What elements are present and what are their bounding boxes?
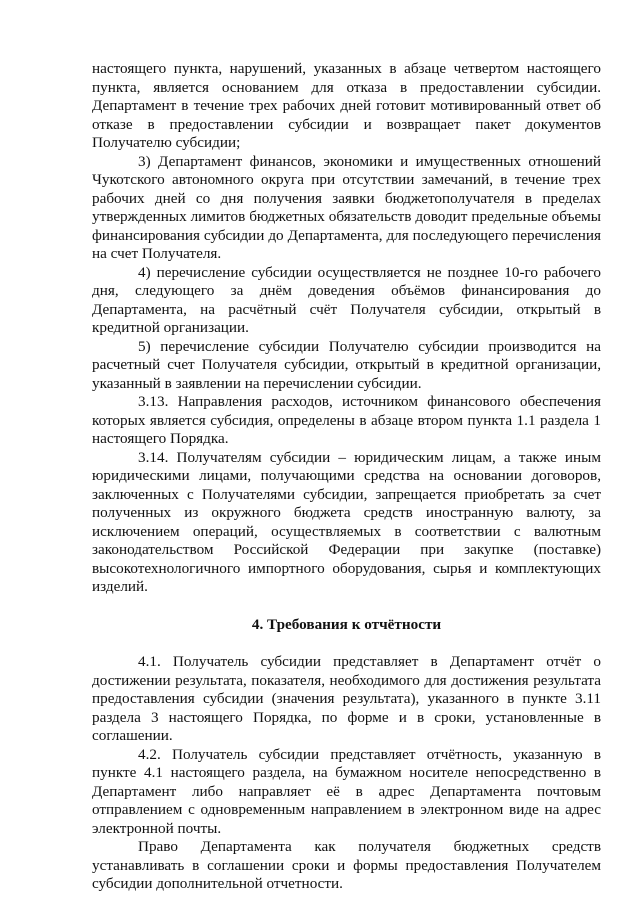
paragraph-6: 3.14. Получателям субсидии – юридическим лицам, а также иным юридическими лицами, получающими средства на основании договоров, заключенных с Получателями субсидии, запрещается приобретать за счет полученных из окружного бюджета средств иностранную валюту, за исключением операций, осуществляемых в соответствии с валютным законодательством Российской Федерации при закупке (поставке) высокотехнологичного импортного оборудования, сырья и комплектующих изделий. [92,448,601,595]
paragraph-9: Право Департамента как получателя бюджетных средств устанавливать в соглашении сроки и формы предоставления Получателем субсидии дополнительной отчетности. [92,838,601,892]
paragraph-7: 4.1. Получатель субсидии представляет в Департамент отчёт о достижении результата, показателя, необходимого для достижения результата предоставления субсидии (значения результата), указанного в пункте 3.11 раздела 3 настоящего Порядка, по форме и в сроки, установленные в соглашении. [92,653,601,744]
spacer [92,634,601,653]
paragraph-2: 3) Департамент финансов, экономики и имущественных отношений Чукотского автономного округа при отсутствии замечаний, в течение трех рабочих дней со дня получения заявки бюджетополучателя в пределах утвержденных лимитов бюджетных обязательств доводит предельные объемы финансирования субсидии до Департамента, для последующего перечисления на счет Получателя. [92,152,601,262]
paragraph-3: 4) перечисление субсидии осуществляется не позднее 10-го рабочего дня, следующего за днём доведения объёмов финансирования до Департамента, на расчётный счёт Получателя субсидии, открытый в кредитной организации. [92,263,601,336]
paragraph-8: 4.2. Получатель субсидии представляет отчётность, указанную в пункте 4.1 настоящего раздела, на бумажном носителе непосредственно в Департамент либо направляет её в адрес Департамента почтовым отправлением с одновременным направлением в электронном виде на адрес электронной почты. [92,745,601,837]
paragraph-1: настоящего пункта, нарушений, указанных в абзаце четвертом настоящего пункта, является основанием для отказа в предоставлении субсидии. Департамент в течение трех рабочих дней готовит мотивированный ответ об отказе в предоставлении субсидии и возвращает пакет документов Получателю субсидии; [92,60,601,151]
section-heading: 4. Требования к отчётности [251,615,442,633]
document-page [92,60,601,894]
paragraph-4: 5) перечисление субсидии Получателю субсидии производится на расчетный счет Получателя субсидии, открытый в кредитной организации, указанный в заявлении на перечислении субсидии. [92,337,601,392]
spacer [92,597,601,616]
paragraph-5: 3.13. Направления расходов, источником финансового обеспечения которых является субсидия, определены в абзаце втором пункта 1.1 раздела 1 настоящего Порядка. [92,393,601,447]
